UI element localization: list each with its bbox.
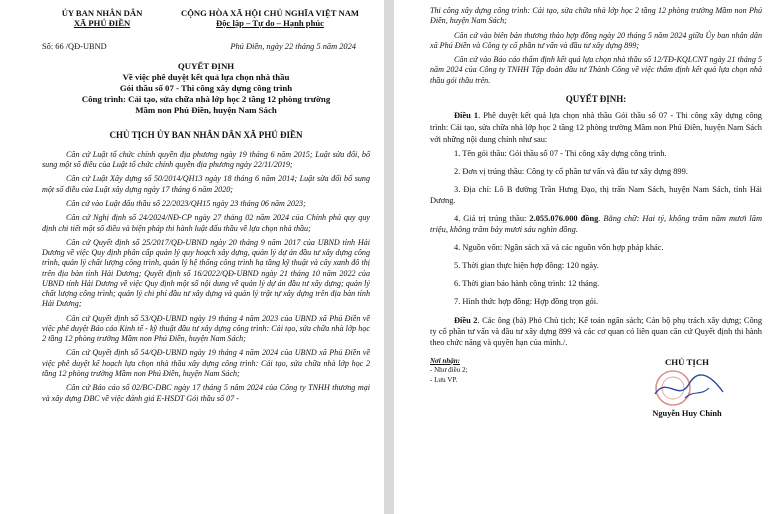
subtitle-line: Gói thầu số 07 - Thi công xây dựng công trình <box>119 82 293 93</box>
article-item: 5. Thời gian thực hiện hợp đồng: 120 ngày. <box>454 260 599 270</box>
legal-basis: Căn cứ Báo cáo số 02/BC-DBC ngày 17 tháng 5 năm 2024 của Công ty TNHH thương mại và xây dựng DBC về việc đánh giá E-HSDT Gói thầu số 07 - <box>42 383 370 403</box>
subtitle-line: Công trình: Cải tạo, sửa chữa nhà lớp học 2 tầng 12 phòng trường <box>81 93 331 104</box>
article-2-text: . Các ông (bà) Phó Chủ tịch; Kế toán ngân sách; Cán bộ phụ trách xây dựng; Công ty cổ phần tư vấn và đầu tư xây dựng 899 và các cơ quan có liên quan căn cứ Quyết định thi hành theo chức năng và quyền hạn của mình./. <box>430 315 763 348</box>
article-item: 4. Nguồn vốn: Ngân sách xã và các nguồn vốn hợp pháp khác. <box>454 242 664 252</box>
signer-name: Nguyễn Huy Chính <box>652 408 722 418</box>
legal-basis: Căn cứ Nghị định số 24/2024/NĐ-CP ngày 27 tháng 02 năm 2024 của Chính phủ quy quy định chi tiết một số điều và biện pháp thi hành luật đấu thầu về lựa chọn nhà thầu; <box>42 213 370 233</box>
right-page <box>394 0 780 514</box>
document-meta <box>42 42 370 51</box>
price-prefix: 4. Giá trị trúng thầu: <box>454 214 530 224</box>
subtitle-line: Mầm non Phú Điền, huyện Nam Sách <box>135 104 277 115</box>
article-item: 1. Tên gói thầu: Gói thầu số 07 - Thi công xây dựng công trình. <box>454 149 667 159</box>
issuer-line2: XÃ PHÚ ĐIỀN <box>73 18 131 28</box>
signature-mark <box>612 367 762 409</box>
legal-basis: Căn cứ vào Luật đấu thầu số 22/2023/QH15 ngày 23 tháng 06 năm 2023; <box>66 198 306 208</box>
recipients-heading: Nơi nhận: <box>430 356 461 365</box>
article-2-label: Điều 2 <box>454 315 478 325</box>
left-page <box>0 0 384 514</box>
issuer-block <box>42 8 162 28</box>
recipient-item: - Lưu VP. <box>430 376 458 385</box>
signature-stamp-icon <box>627 368 747 408</box>
decision-title-block <box>42 61 370 116</box>
legal-basis: Căn cứ Luật tổ chức chính quyền địa phương ngày 19 tháng 6 năm 2015; Luật sửa đổi, bổ sung một số điều của Luật tổ chức chính quyền địa phương ngày 22/11/2019; <box>42 149 370 170</box>
national-motto <box>170 8 370 28</box>
recipient-item: - Như điều 2; <box>430 366 468 375</box>
nation-line1: CỘNG HÒA XÃ HỘI CHỦ NGHĨA VIỆT NAM <box>180 8 360 18</box>
article-1-label: Điều 1 <box>454 110 479 120</box>
article-2 <box>430 315 762 349</box>
price-words-label: . Bằng chữ: <box>598 214 643 224</box>
document-footer <box>430 357 762 418</box>
document-header <box>42 8 370 28</box>
subtitle-line: Về việc phê duyệt kết quả lựa chọn nhà thầu <box>122 71 290 82</box>
article-item: 6. Thời gian bảo hành công trình: 12 tháng. <box>454 278 600 288</box>
legal-basis: Căn cứ Quyết định số 53/QĐ-UBND ngày 19 tháng 4 năm 2023 của UBND xã Phú Điền về việc phê duyệt Báo cáo Kinh tế - kỹ thuật đầu tư xây dựng công trình: Cải tạo, sửa chữa nhà lớp học 2 tầng 12 phòng trường Mầm non Phú Điền, huyện Nam Sách; <box>42 313 370 344</box>
article-1 <box>430 110 762 147</box>
price-amount: 2.055.076.000 đồng <box>529 214 599 224</box>
issuer-line1: ỦY BAN NHÂN DÂN <box>61 8 143 18</box>
legal-basis: Căn cứ Quyết định số 54/QĐ-UBND ngày 19 tháng 4 năm 2024 của UBND xã Phú Điền về việc phê duyệt kế hoạch lựa chọn nhà thầu xây dựng công trình: Cải tạo, sửa chữa nhà lớp học 2 tầng 12 phòng trường Mầm non Phú Điền, huyện Nam Sách; <box>42 348 370 378</box>
signer-role: CHỦ TỊCH <box>664 356 710 367</box>
nation-line2: Độc lập – Tự do – Hạnh phúc <box>216 18 324 28</box>
doc-number: Số: 66 /QĐ-UBND <box>42 42 107 51</box>
article-item: 3. Địa chỉ: Lô B đường Trần Hưng Đạo, thị trấn Nam Sách, huyện Nam Sách, tỉnh Hải Dương. <box>430 185 762 206</box>
legal-basis: Căn cứ Luật Xây dựng số 50/2014/QH13 ngày 18 tháng 6 năm 2014; Luật sửa đổi bổ sung một số điều của Luật xây dựng ngày 17 tháng 6 năm 2020; <box>42 174 370 194</box>
article-item: 7. Hình thức hợp đồng: Hợp đồng trọn gói. <box>454 296 599 306</box>
article-1-text: . Phê duyệt kết quả lựa chọn nhà thầu Gói thầu số 07 - Thi công xây dựng công trình: Cải tạo, sửa chữa nhà lớp học 2 tầng 12 phòng trường Mầm non Phú Điền, huyện Nam Sách với những nội dung chính như sau: <box>430 110 762 145</box>
recipients-block <box>430 357 467 418</box>
legal-basis: Căn cứ vào Báo cáo thẩm định kết quả lựa chọn nhà thầu số 12/TĐ-KQLCNT ngày 21 tháng 5 năm 2024 của Công ty TNHH Tập đoàn đầu tư Thành Công về việc thẩm định kết quả lựa chọn nhà thầu gói thầu trên. <box>430 55 762 85</box>
legal-basis: Căn cứ Quyết định số 25/2017/QĐ-UBND ngày 20 tháng 9 năm 2017 của UBND tỉnh Hải Dương về việc Quy định phân cấp quản lý quy hoạch xây dựng, quản lý dự án đầu tư xây dựng công trình, quản lý chất lượng công trình, quản lý hệ thống công trình hạ tầng kỹ thuật và cây xanh đô thị trên địa bàn tỉnh Hải Dương; Quyết định số 16/2022/QĐ-UBND ngày 21 tháng 10 năm 2022 của UBND tỉnh Hải Dương về việc Quy định một số nội dung về quản lý dự án đầu tư xây dựng; quản lý chất lượng công trình; quản lý chi phí đầu tư xây dựng và quản lý trật tự xây dựng trên địa bàn tỉnh Hải Dương; <box>42 237 370 309</box>
decision-title: QUYẾT ĐỊNH <box>177 61 235 71</box>
doc-date: Phú Điền, ngày 22 tháng 5 năm 2024 <box>230 42 356 51</box>
legal-basis: Căn cứ vào biên bản thương thảo hợp đồng ngày 20 tháng 5 năm 2024 giữa Ủy ban nhân dân xã Phú Điền và Công ty cổ phần tư vấn và đầu tư xây dựng 899; <box>430 30 762 50</box>
signature-block <box>612 357 762 418</box>
article-item: 2. Đơn vị trúng thầu: Công ty cổ phần tư vấn và đầu tư xây dựng 899. <box>454 167 688 177</box>
continued-basis: Thi công xây dựng công trình: Cải tạo, sửa chữa nhà lớp học 2 tầng 12 phòng trường Mầm non Phú Điền, huyện Nam Sách; <box>430 6 762 26</box>
price-words: Hai tỷ, không trăm năm mươi lăm triệu, không trăm bảy mươi sáu nghìn đồng. <box>430 214 762 235</box>
article-item-price <box>430 214 762 236</box>
decision-heading: QUYẾT ĐỊNH: <box>565 93 627 104</box>
authority-heading: CHỦ TỊCH ỦY BAN NHÂN DÂN XÃ PHÚ ĐIỀN <box>109 129 303 140</box>
